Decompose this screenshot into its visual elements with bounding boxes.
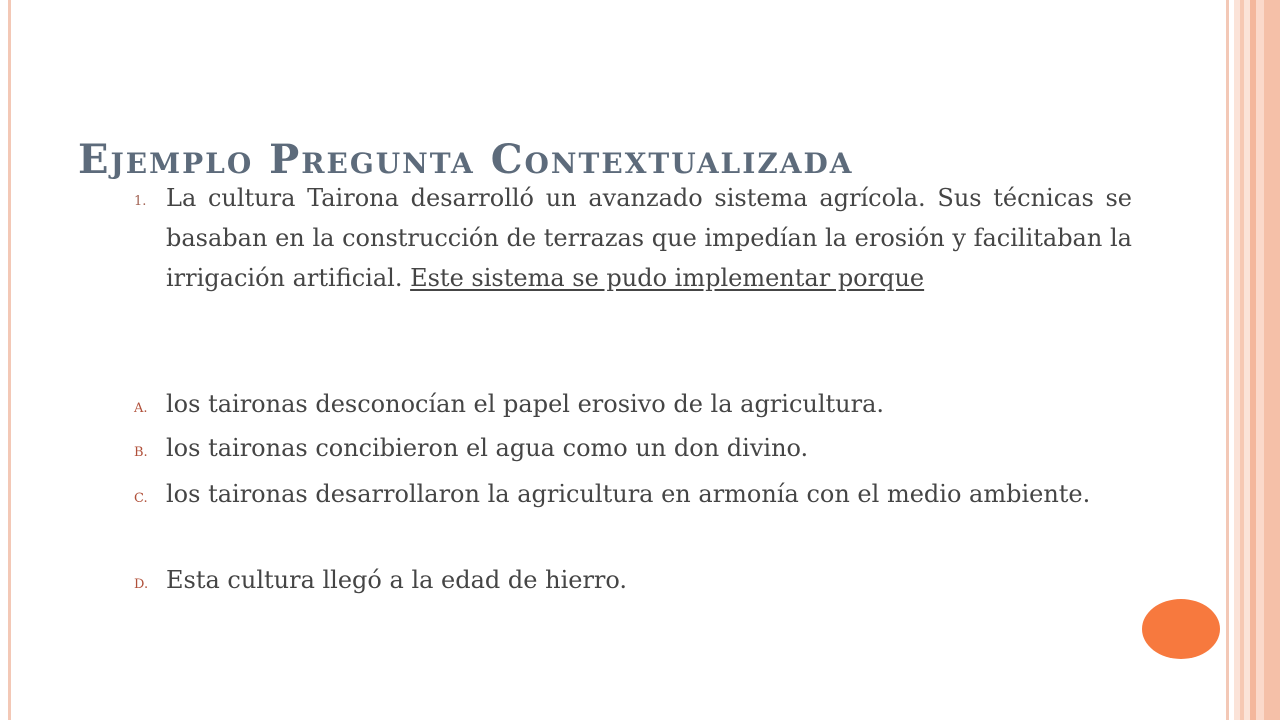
option-letter: A. bbox=[134, 401, 148, 416]
option-letter: B. bbox=[134, 445, 148, 460]
slide-title: Ejemplo Pregunta Contextualizada bbox=[78, 136, 854, 183]
option-letter: C. bbox=[134, 491, 148, 506]
question-body: La cultura Tairona desarrolló un avanzado sistema agrícola. Sus técnicas se basaban en la construcción de terrazas que impedían la erosión y facilitaban la irrigación artificial. bbox=[166, 184, 1132, 292]
question-text bbox=[166, 178, 1132, 298]
option-d bbox=[134, 560, 1132, 600]
decorative-stripes bbox=[1234, 0, 1280, 720]
option-letter: D. bbox=[134, 577, 149, 592]
option-a bbox=[134, 384, 1132, 424]
right-frame-line bbox=[1226, 0, 1229, 720]
option-text: Esta cultura llegó a la edad de hierro. bbox=[166, 566, 628, 594]
left-frame-line bbox=[8, 0, 11, 720]
option-text: los taironas desconocían el papel erosivo de la agricultura. bbox=[166, 390, 885, 418]
option-c bbox=[134, 474, 1132, 514]
option-b bbox=[134, 428, 1132, 468]
question-number: 1. bbox=[134, 194, 147, 209]
question-block bbox=[134, 178, 1132, 298]
orange-circle-decoration bbox=[1142, 599, 1220, 659]
option-text: los taironas concibieron el agua como un don divino. bbox=[166, 434, 809, 462]
question-prompt-underlined: Este sistema se pudo implementar porque bbox=[410, 264, 925, 292]
option-text: los taironas desarrollaron la agricultura en armonía con el medio ambiente. bbox=[166, 480, 1091, 508]
